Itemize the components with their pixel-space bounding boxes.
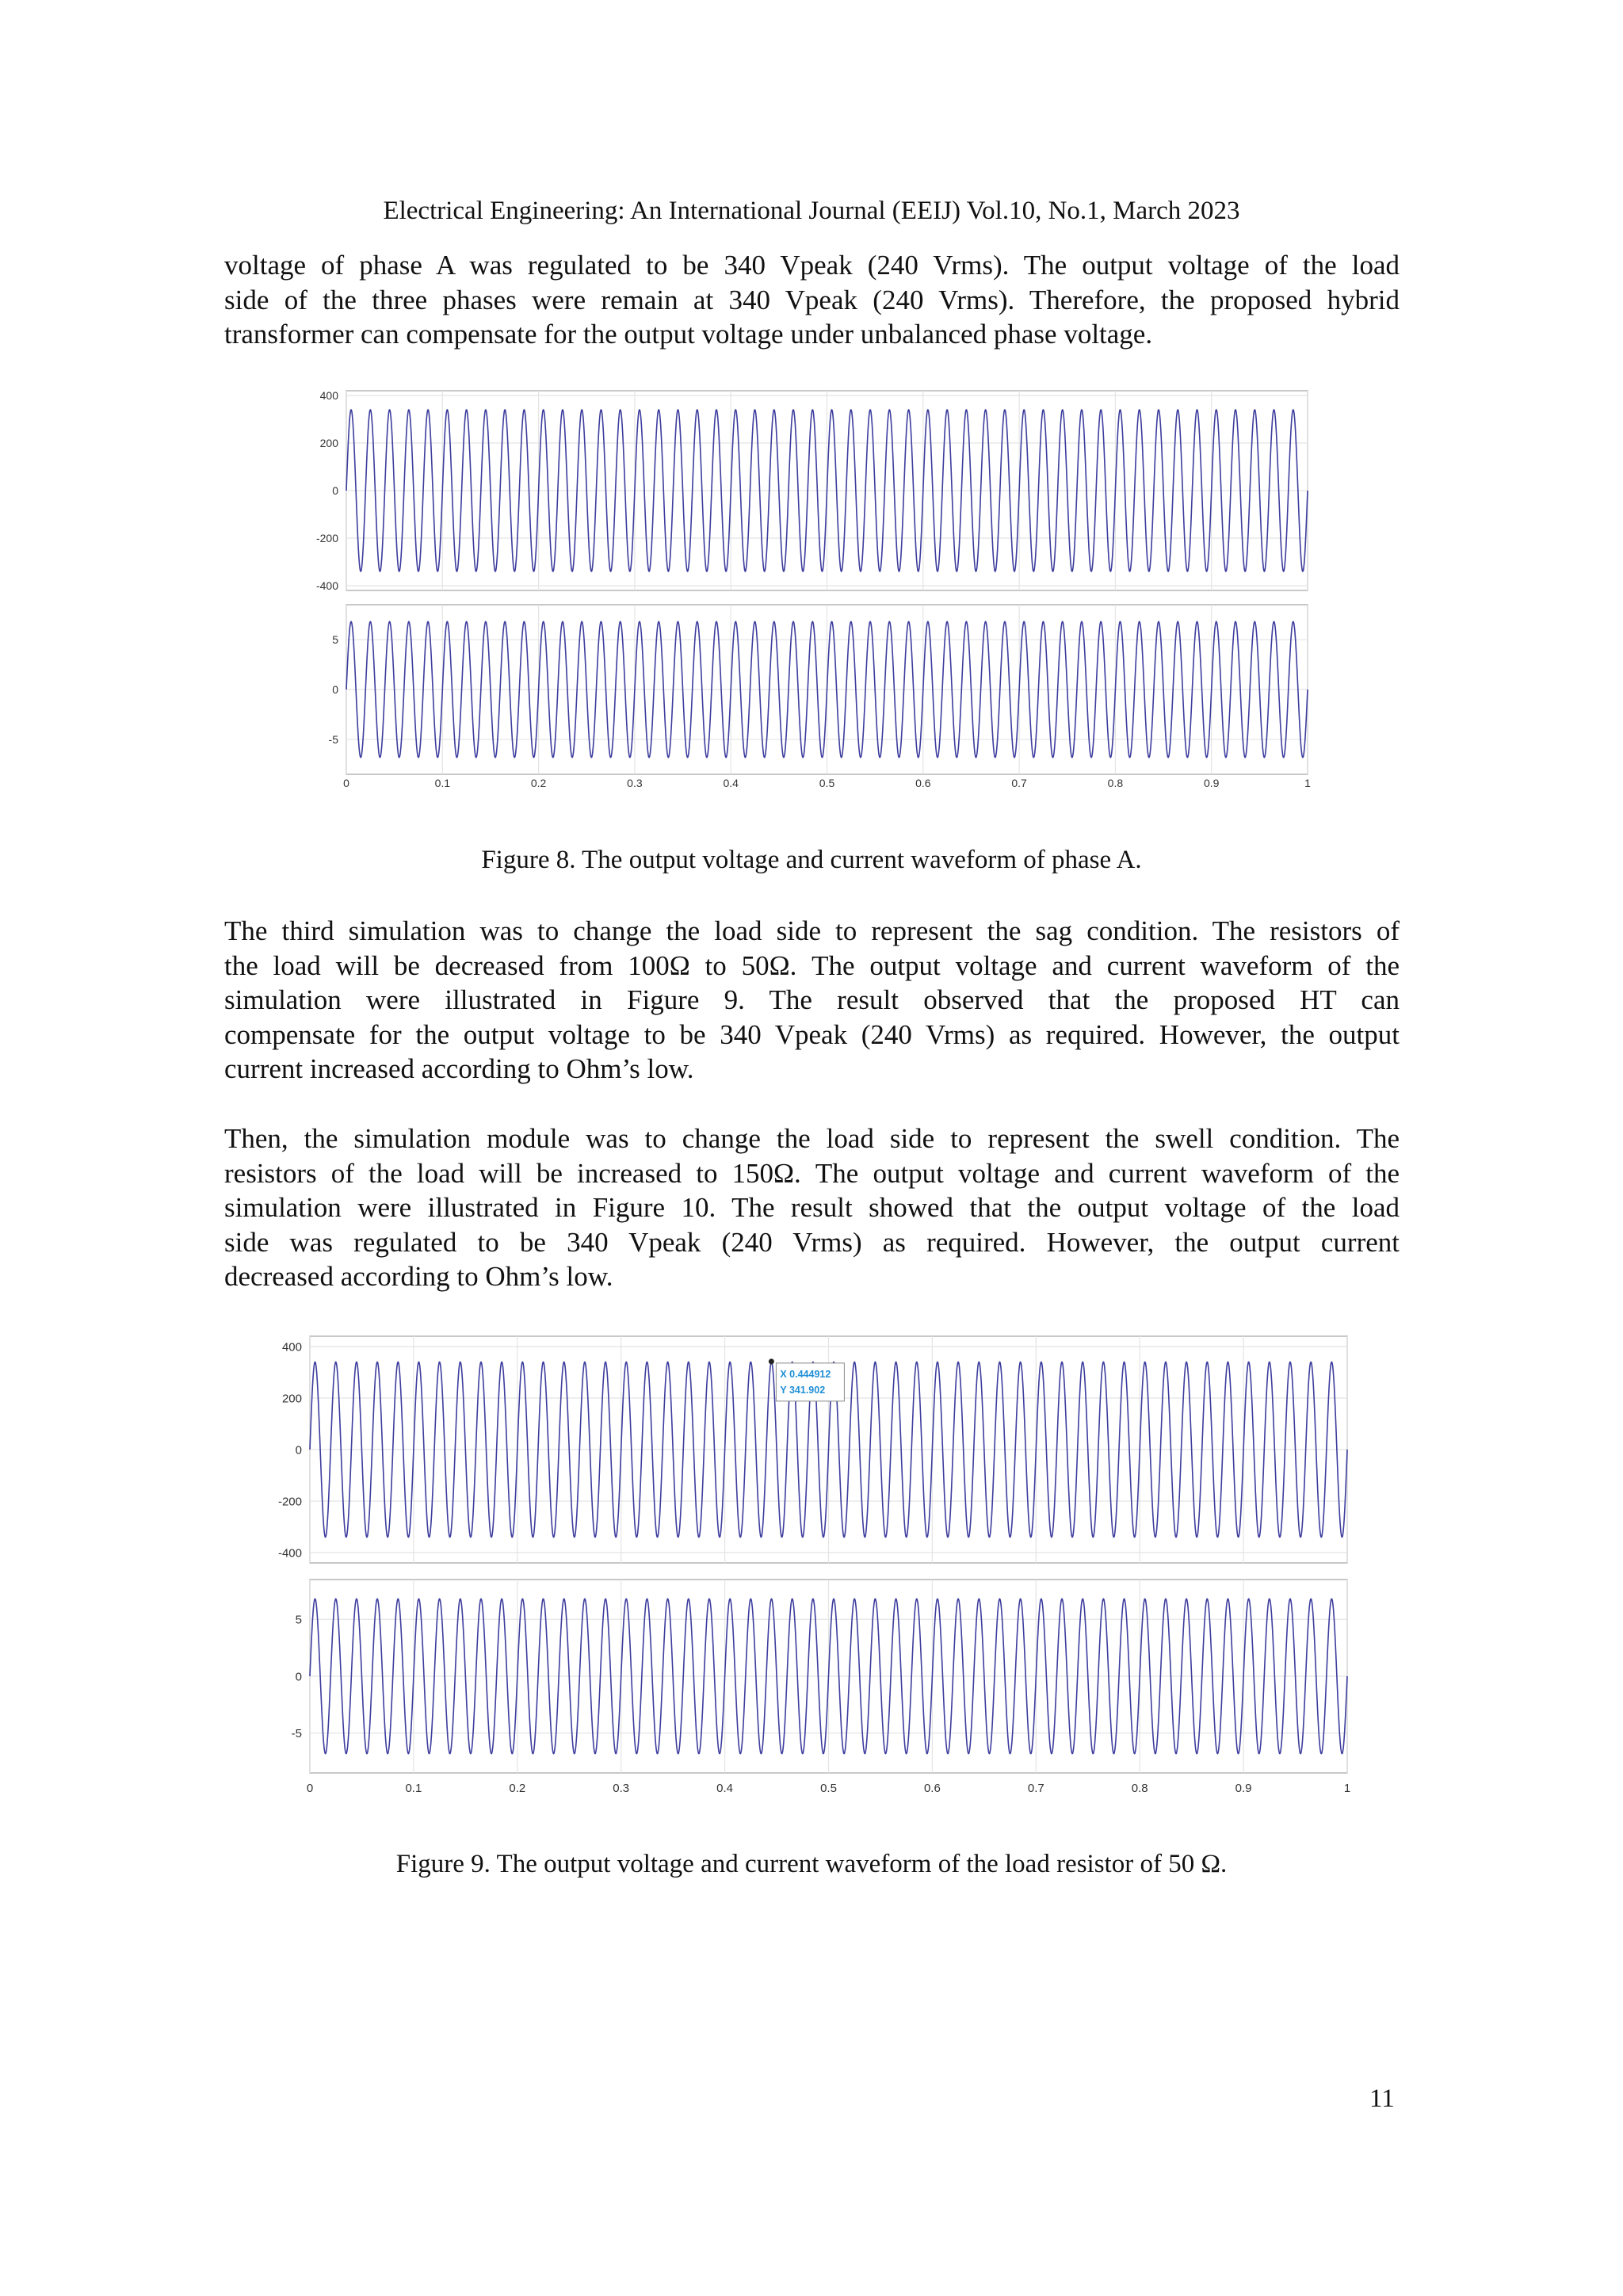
text-line: side of the three phases were remain at 340 Vpeak (240 Vrms). Therefore, the proposed hybrid bbox=[224, 284, 1400, 315]
voltage-y-tick-label: -200 bbox=[277, 1495, 302, 1509]
x-tick-label: 0.9 bbox=[1235, 1782, 1252, 1795]
datatip-marker bbox=[769, 1358, 774, 1364]
voltage-y-tick-label: -200 bbox=[315, 531, 338, 544]
text-line: simulation were illustrated in Figure 10. The result showed that the output voltage of the load bbox=[224, 1192, 1400, 1223]
text-line: voltage of phase A was regulated to be 340 Vpeak (240 Vrms). The output voltage of the load bbox=[224, 250, 1400, 281]
voltage-y-tick-label: 200 bbox=[281, 1392, 302, 1406]
text-line: decreased according to Ohm’s low. bbox=[224, 1261, 613, 1292]
x-tick-label: 0.7 bbox=[1027, 1782, 1044, 1795]
x-tick-label: 0.6 bbox=[923, 1782, 941, 1795]
x-tick-label: 1 bbox=[1343, 1782, 1351, 1795]
page-number: 11 bbox=[1369, 2084, 1395, 2113]
x-tick-label: 0.6 bbox=[915, 777, 931, 789]
text-line: resistors of the load will be increased to 150Ω. The output voltage and current waveform of the bbox=[224, 1157, 1400, 1189]
current-y-tick-label: 5 bbox=[295, 1613, 302, 1627]
x-tick-label: 0.4 bbox=[723, 777, 739, 789]
x-tick-label: 1 bbox=[1304, 777, 1311, 789]
x-tick-label: 0.8 bbox=[1107, 777, 1124, 789]
voltage-y-tick-label: 0 bbox=[332, 483, 338, 497]
x-tick-label: 0 bbox=[306, 1782, 314, 1795]
voltage-y-tick-label: 400 bbox=[319, 388, 338, 402]
x-tick-label: 0.2 bbox=[530, 777, 547, 789]
x-tick-label: 0.3 bbox=[627, 777, 643, 789]
text-line: side was regulated to be 340 Vpeak (240 Vrms) as required. However, the output current bbox=[224, 1226, 1400, 1258]
datatip-y-label: Y 341.902 bbox=[780, 1384, 826, 1396]
text-line: simulation were illustrated in Figure 9. The result observed that the proposed HT can bbox=[224, 984, 1400, 1015]
text-line: the load will be decreased from 100Ω to 50Ω. The output voltage and current waveform of the bbox=[224, 949, 1400, 981]
text-line: The third simulation was to change the load side to represent the sag condition. The resistors of bbox=[224, 915, 1400, 946]
x-tick-label: 0.2 bbox=[509, 1782, 526, 1795]
x-tick-label: 0.1 bbox=[434, 777, 451, 789]
voltage-y-tick-label: 200 bbox=[319, 436, 338, 449]
current-y-tick-label: -5 bbox=[291, 1727, 302, 1741]
journal-header: Electrical Engineering: An International Journal (EEIJ) Vol.10, No.1, March 2023 bbox=[383, 197, 1240, 225]
current-y-tick-label: 5 bbox=[332, 632, 338, 646]
text-line: compensate for the output voltage to be 340 Vpeak (240 Vrms) as required. However, the output bbox=[224, 1018, 1400, 1050]
current-y-tick-label: 0 bbox=[295, 1670, 302, 1684]
text-line: transformer can compensate for the output voltage under unbalanced phase voltage. bbox=[224, 319, 1153, 350]
current-y-tick-label: 0 bbox=[332, 682, 338, 696]
text-line: Then, the simulation module was to change the load side to represent the swell condition. The bbox=[224, 1123, 1400, 1154]
x-tick-label: 0.1 bbox=[405, 1782, 422, 1795]
x-tick-label: 0.5 bbox=[819, 777, 835, 789]
x-tick-label: 0.9 bbox=[1203, 777, 1220, 789]
x-tick-label: 0.4 bbox=[716, 1782, 734, 1795]
x-tick-label: 0.8 bbox=[1131, 1782, 1148, 1795]
voltage-y-tick-label: 400 bbox=[281, 1340, 302, 1354]
datatip-x-label: X 0.444912 bbox=[780, 1368, 831, 1380]
figure-8-caption: Figure 8. The output voltage and current waveform of phase A. bbox=[481, 846, 1142, 874]
x-tick-label: 0.5 bbox=[820, 1782, 837, 1795]
voltage-y-tick-label: -400 bbox=[277, 1546, 302, 1561]
text-line: current increased according to Ohm’s low. bbox=[224, 1053, 694, 1084]
x-tick-label: 0.3 bbox=[613, 1782, 630, 1795]
current-y-tick-label: -5 bbox=[328, 732, 338, 746]
voltage-y-tick-label: -400 bbox=[315, 579, 338, 592]
x-tick-label: 0 bbox=[343, 777, 349, 789]
x-tick-label: 0.7 bbox=[1011, 777, 1027, 789]
voltage-y-tick-label: 0 bbox=[295, 1443, 302, 1457]
figure-9-caption: Figure 9. The output voltage and current waveform of the load resistor of 50 Ω. bbox=[395, 1850, 1228, 1878]
